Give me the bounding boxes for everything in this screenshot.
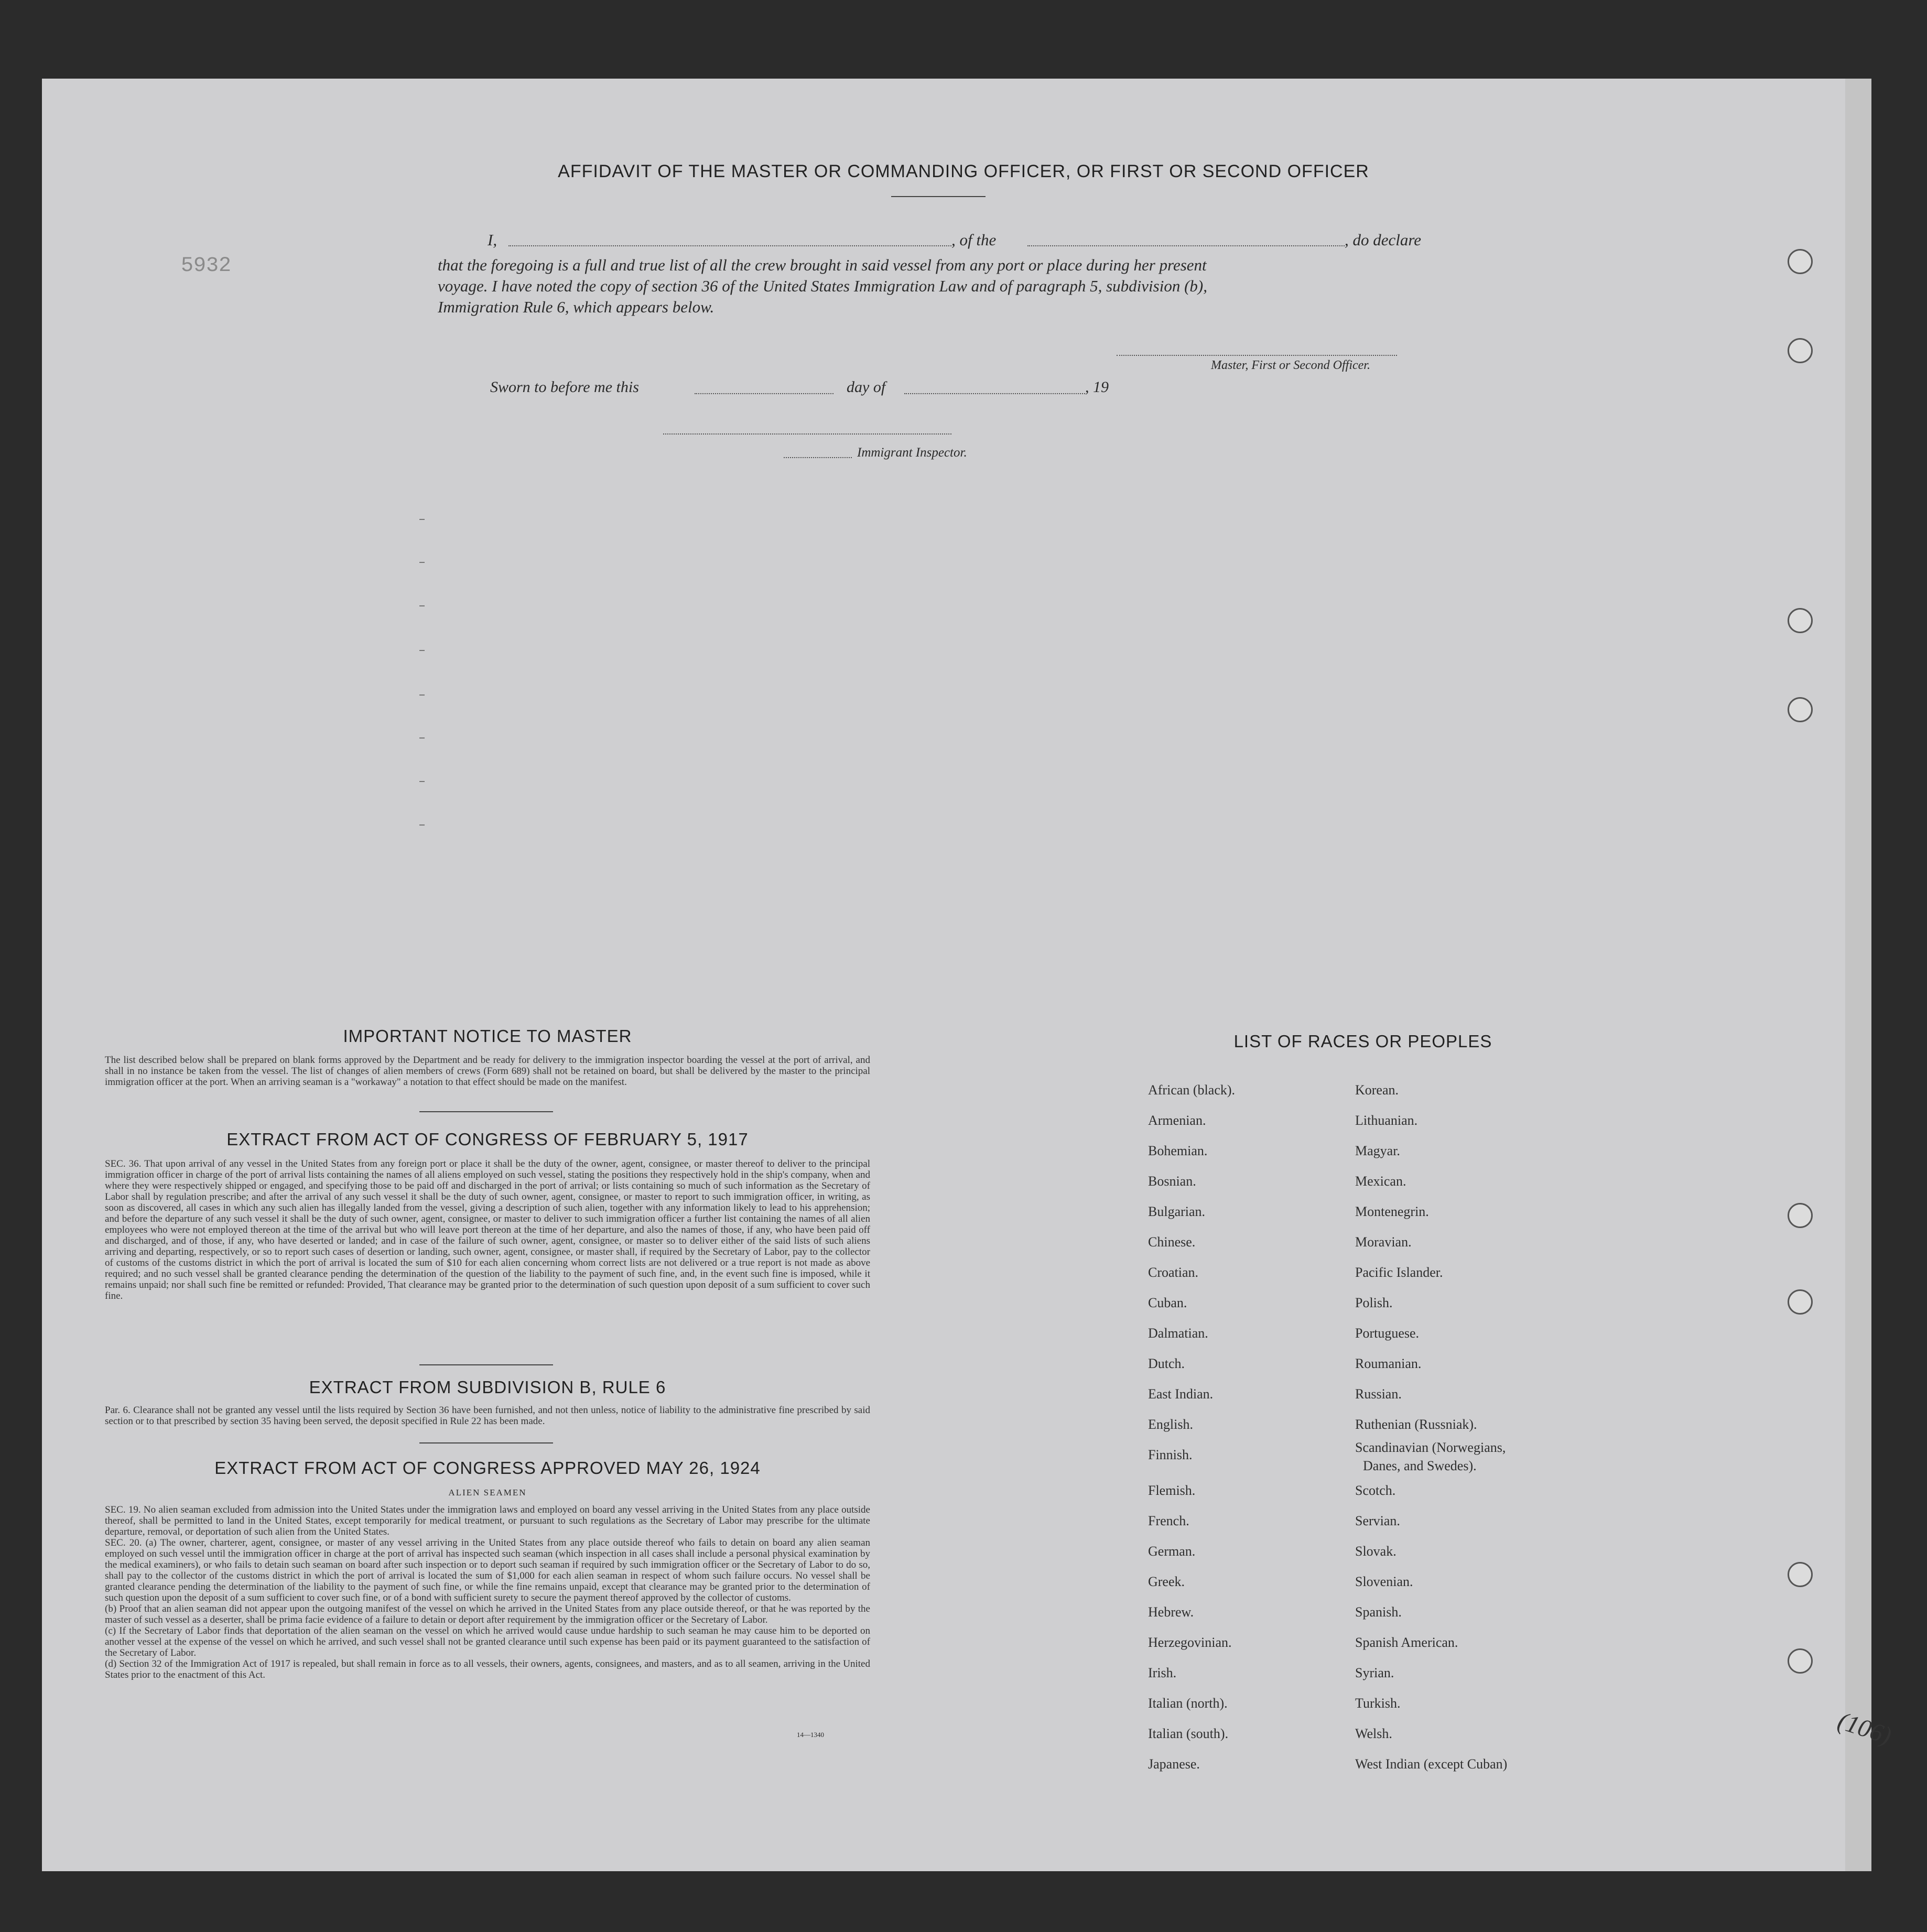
race-item: Moravian. <box>1355 1234 1412 1250</box>
affidavit-i: I, <box>488 231 497 249</box>
race-item: Turkish. <box>1355 1696 1401 1711</box>
alien-seamen-subtitle: ALIEN SEAMEN <box>448 1488 527 1497</box>
notice-body: The list described below shall be prepared on blank forms approved by the Department and be ready for delivery to the immigration inspector boarding the vessel at the port of arrival, and shall in no instance be taken from the vessel. The list of changes of alien members of crews (Form 689) shall not be retained on board, but shall be delivered by the master to the principal immigration officer at the port. When an arriving seaman is a "workaway" a notation to that effect should be made on the manifest. <box>105 1055 870 1088</box>
affidavit-title: AFFIDAVIT OF THE MASTER OR COMMANDING OFFICER, OR FIRST OR SECOND OFFICER <box>558 161 1369 181</box>
race-item: Mexican. <box>1355 1174 1406 1189</box>
race-item: Scandinavian (Norwegians, <box>1355 1440 1506 1455</box>
affidavit-line-3: voyage. I have noted the copy of section 36 of the United States Immigration Law and of paragraph 5, subdivision (b), <box>438 277 1207 295</box>
punch-hole <box>1788 608 1813 633</box>
race-item: French. <box>1148 1513 1189 1528</box>
master-signature-label: Master, First or Second Officer. <box>1211 359 1370 372</box>
race-item: Cuban. <box>1148 1295 1187 1310</box>
extract-1924-body <box>105 1504 870 1680</box>
sworn-day-line <box>695 393 833 394</box>
extract-1924-title: EXTRACT FROM ACT OF CONGRESS APPROVED MAY 26, 1924 <box>214 1458 761 1478</box>
race-item: Herzegovinian. <box>1148 1635 1232 1650</box>
section-divider <box>419 1442 553 1443</box>
section-divider <box>419 1111 553 1112</box>
race-item: Pacific Islander. <box>1355 1265 1443 1280</box>
race-item: Magyar. <box>1355 1143 1400 1158</box>
extract-1917-body: SEC. 36. That upon arrival of any vessel in the United States from any foreign port or place it shall be the duty of the owner, agent, consignee, or master thereof to deliver to the principal immigration officer in charge of the port of arrival lists containing the names of all aliens employed on such vessel, stating the positions they respectively hold in the ship's company, when and where they were respectively shipped or engaged, and specifying those to be paid off and discharged in the port of arrival; or lists containing so much of such information as the Secretary of Labor shall by regulation prescribe; and after the arrival of any such vessel it shall be the duty of such owner, agent, consignee, or master to report to such immigration officer, in writing, as soon as discovered, all cases in which any such alien has illegally landed from the vessel, giving a description of such alien, together with any information likely to lead to his apprehension; and before the departure of any such vessel it shall be the duty of such owner, agent, consignee, or master to deliver to such immigration officer a further list containing the names of all alien employees who were not employed thereon at the time of the arrival but who will leave port thereon at the time of her departure, and also the names of those, if any, who have been paid off and discharged, and of those, if any, who have deserted or landed; and in case of the failure of such owner, agent, consignee, or master so to deliver either of the said lists of such aliens arriving and departing, respectively, or so to report such cases of desertion or landing, such owner, agent, consignee, or master shall, if required by the Secretary of Labor, pay to the collector of customs of the customs district in which the port of arrival is located the sum of $10 for each alien concerning whom correct lists are not delivered or a true report is not made as above required; and no such vessel shall be granted clearance pending the determination of the question of the liability to the payment of such fine, and, in the event such fine is imposed, while it remains unpaid; nor shall such fine be remitted or refunded: Provided, That clearance may be granted prior to the determination of such question upon deposit of a sum sufficient to cover such fine. <box>105 1158 870 1301</box>
race-item: Scotch. <box>1355 1483 1396 1498</box>
margin-tick <box>419 781 425 782</box>
section-20d-paragraph: (d) Section 32 of the Immigration Act of 1917 is repealed, but shall remain in force as to all vessels, their owners, agents, consignees, and masters, and as to all seamen, arriving in the United States prior to the enactment of this Act. <box>105 1658 870 1680</box>
races-title: LIST OF RACES OR PEOPLES <box>1233 1032 1492 1051</box>
race-item: Bosnian. <box>1148 1174 1196 1189</box>
vessel-line <box>1027 245 1345 246</box>
race-item: Syrian. <box>1355 1665 1394 1680</box>
margin-tick <box>419 694 425 696</box>
affidavit-line-4: Immigration Rule 6, which appears below. <box>438 298 714 316</box>
handwritten-page-number: (106) <box>1834 1707 1895 1750</box>
section-divider <box>419 1364 553 1365</box>
race-item: German. <box>1148 1544 1196 1559</box>
race-item: Chinese. <box>1148 1234 1196 1250</box>
race-item: Flemish. <box>1148 1483 1196 1498</box>
punch-hole <box>1788 1562 1813 1587</box>
section-20a-paragraph: SEC. 20. (a) The owner, charterer, agent, consignee, or master of any vessel arriving in the United States from any place outside thereof who fails to detain on board any alien seaman employed on such vessel until the immigration officer in charge at the port of arrival has inspected such seaman (which inspection in all cases shall include a personal physical examination by the medical examiners), or who fails to detain such seaman on board after such inspection or to deport such seaman if required by such immigration officer or the Secretary of Labor to do so, shall pay to the collector of the customs district in which the port of arrival is located the sum of $1,000 for each alien seaman in respect of whom such failure occurs. No vessel shall be granted clearance pending the determination of the liability to the payment of such fine, or while the fine remains unpaid, except that clearance may be granted prior to the determination of such question upon the deposit of a sum sufficient to cover such fine, or of a bond with sufficient surety to secure the payment thereof approved by the collector of customs. <box>105 1537 870 1603</box>
race-item: Italian (south). <box>1148 1726 1229 1741</box>
race-item: Japanese. <box>1148 1756 1200 1772</box>
race-item: Slovak. <box>1355 1544 1396 1559</box>
race-item: Italian (north). <box>1148 1696 1228 1711</box>
margin-tick <box>419 737 425 739</box>
affidavit-of-the: , of the <box>951 231 997 249</box>
section-19-paragraph: SEC. 19. No alien seaman excluded from admission into the United States under the immigration laws and employed on board any vessel arriving in the United States from any place outside thereof, shall be permitted to land in the United States, except temporarily for medical treatment, or pursuant to such regulations as the Secretary of Labor may prescribe for the ultimate departure, removal, or deportation of such alien from the United States. <box>105 1504 870 1537</box>
race-item: Ruthenian (Russniak). <box>1355 1417 1477 1432</box>
race-item: Lithuanian. <box>1355 1113 1418 1128</box>
punch-hole <box>1788 338 1813 363</box>
margin-tick <box>419 605 425 606</box>
notice-title: IMPORTANT NOTICE TO MASTER <box>343 1026 632 1046</box>
stamp-number: 5932 <box>181 254 232 278</box>
title-underline <box>891 196 986 197</box>
form-number: 14—1340 <box>797 1731 824 1739</box>
margin-tick <box>419 824 425 826</box>
race-item: Welsh. <box>1355 1726 1392 1741</box>
inspector-signature-line <box>663 433 951 435</box>
race-item-continuation: Danes, and Swedes). <box>1363 1458 1477 1473</box>
race-item: Dalmatian. <box>1148 1326 1208 1341</box>
sworn-label: Sworn to before me this <box>490 378 639 396</box>
race-item: Servian. <box>1355 1513 1400 1528</box>
race-item: Polish. <box>1355 1295 1393 1310</box>
race-item: Finnish. <box>1148 1447 1193 1462</box>
margin-tick <box>419 562 425 563</box>
race-item: Roumanian. <box>1355 1356 1422 1371</box>
name-line <box>508 245 951 246</box>
race-item: Bohemian. <box>1148 1143 1208 1158</box>
race-item: Spanish American. <box>1355 1635 1458 1650</box>
punch-hole <box>1788 1203 1813 1228</box>
race-item: Croatian. <box>1148 1265 1199 1280</box>
extract-1917-title: EXTRACT FROM ACT OF CONGRESS OF FEBRUARY 5, 1917 <box>226 1130 749 1149</box>
punch-hole <box>1788 1648 1813 1674</box>
punch-hole <box>1788 249 1813 274</box>
race-item: Spanish. <box>1355 1604 1402 1620</box>
margin-tick <box>419 519 425 520</box>
race-item: Korean. <box>1355 1082 1399 1098</box>
race-item: Hebrew. <box>1148 1604 1194 1620</box>
punch-hole <box>1788 697 1813 722</box>
margin-tick <box>419 650 425 651</box>
race-item: West Indian (except Cuban) <box>1355 1756 1508 1772</box>
affidavit-do-declare: , do declare <box>1345 231 1422 249</box>
race-item: African (black). <box>1148 1082 1236 1098</box>
race-item: Irish. <box>1148 1665 1177 1680</box>
section-20b-paragraph: (b) Proof that an alien seaman did not appear upon the outgoing manifest of the vessel on which he arrived in the United States from any place outside thereof, or that he was reported by the master of such vessel as a deserter, shall be prima facie evidence of a failure to detain or deport after requirement by the immigration officer or the Secretary of Labor. <box>105 1603 870 1625</box>
punch-hole <box>1788 1289 1813 1315</box>
inspector-dots <box>784 457 852 458</box>
race-item: Slovenian. <box>1355 1574 1413 1589</box>
race-item: Portuguese. <box>1355 1326 1420 1341</box>
race-item: Bulgarian. <box>1148 1204 1206 1219</box>
master-signature-line <box>1117 355 1397 356</box>
inspector-label: Immigrant Inspector. <box>857 446 967 460</box>
race-item: Armenian. <box>1148 1113 1206 1128</box>
sworn-month-line <box>904 393 1085 394</box>
race-item: East Indian. <box>1148 1386 1214 1402</box>
race-item: Montenegrin. <box>1355 1204 1429 1219</box>
race-item: English. <box>1148 1417 1193 1432</box>
year-label: , 19 <box>1085 378 1109 396</box>
extract-rule6-body: Par. 6. Clearance shall not be granted any vessel until the lists required by Section 36 have been furnished, and not then unless, notice of liability to the administrative fine prescribed by said section or to that prescribed by section 35 having been served, the deposit specified in Rule 22 has been made. <box>105 1405 870 1427</box>
race-item: Greek. <box>1148 1574 1185 1589</box>
race-item: Dutch. <box>1148 1356 1185 1371</box>
extract-rule6-title: EXTRACT FROM SUBDIVISION B, RULE 6 <box>309 1377 666 1397</box>
affidavit-line-2: that the foregoing is a full and true list of all the crew brought in said vessel from any port or place during her present <box>438 256 1207 274</box>
section-20c-paragraph: (c) If the Secretary of Labor finds that deportation of the alien seaman on the vessel on which he arrived would cause undue hardship to such seaman he may cause him to be deported on another vessel at the expense of the vessel on which he arrived, and such vessel shall not be granted clearance until such expense has been paid or its payment guaranteed to the satisfaction of the Secretary of Labor. <box>105 1625 870 1658</box>
day-of-label: day of <box>847 378 886 396</box>
race-item: Russian. <box>1355 1386 1402 1402</box>
